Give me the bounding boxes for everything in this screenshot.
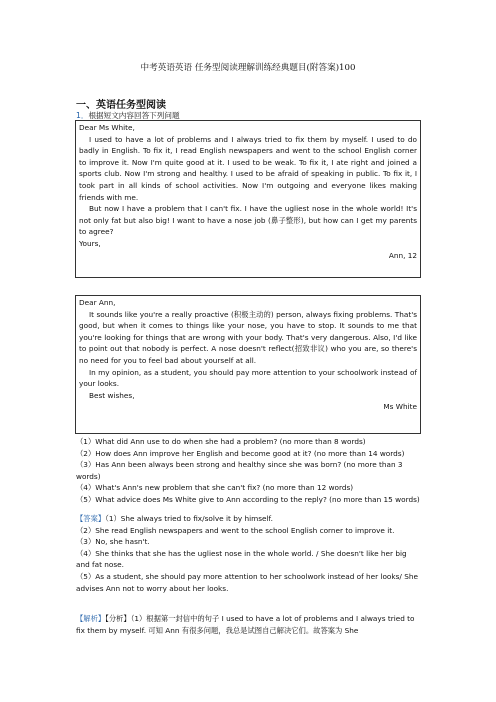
question-list <box>76 436 422 506</box>
question-item: （3）Has Ann been always been strong and healthy since she was born? (no more than 3 words) <box>76 460 403 481</box>
letter2-signature: Ms White <box>383 402 417 412</box>
answer-list <box>76 513 422 594</box>
question-item: （2）How does Ann improve her English and become good at it? (no more than 14 words) <box>76 448 405 458</box>
section-heading: 一、英语任务型阅读 <box>76 100 166 111</box>
question-instruction: 根据短文内容回答下列问题 <box>88 111 180 120</box>
letter-from-ann <box>75 120 421 278</box>
analysis-text: 【分析】（1）根据第一封信中的句子 I used to have a lot of problems and I always tried to fix them by myself. 可知 Ann 有很多问题，我总是试图自己解决它们。故答案为 She <box>76 614 415 635</box>
answer-label: 【答案】 <box>76 514 106 523</box>
question-number: 1． <box>76 111 89 120</box>
answer-item: （5）As a student, she should pay more attention to her schoolwork instead of her looks/ She advises Ann not to worry about her looks. <box>76 571 418 593</box>
question-item: （5）What advice does Ms White give to Ann according to the reply? (no more than 15 words) <box>76 494 420 504</box>
letter2-paragraph: It sounds like you're a really proactive (积极主动的) person, always fixing problems. That's good, but when it comes to things like your nose, you have to stop. It sounds to me that you're looking for things that are wrong with your body. That's very dangerous. Also, I'd like to point out that nobody is perfect. A nose doesn't reflect(招致非议) who you are, so there's no need for you to feel bad about yourself at all. <box>79 309 417 365</box>
letter1-paragraph: But now I have a problem that I can't fix. I have the ugliest nose in the whole world! It's not only fat but also big! I want to have a nose job (鼻子整形), but how can I get my parents to agree? <box>79 204 417 237</box>
answer-item: （2）She read English newspapers and went to the school English corner to improve it. <box>76 525 395 535</box>
letter2-closing: Best wishes, <box>89 390 135 400</box>
question-item: （4）What's Ann's new problem that she can't fix? (no more than 12 words) <box>76 483 354 493</box>
letter2-paragraph: In my opinion, as a student, you should pay more attention to your schoolwork instead of your looks. <box>79 367 417 389</box>
letter1-signature: Ann, 12 <box>388 250 417 260</box>
document-title: 中考英语英语 任务型阅读理解训练经典题目(附答案)100 <box>140 63 356 73</box>
answer-item: （4）She thinks that she has the ugliest nose in the whole world. / She doesn't like her big and fat nose. <box>76 548 407 570</box>
letter-from-ms-white <box>75 295 421 434</box>
letter1-closing: Yours, <box>79 238 101 248</box>
answer-item: （3）No, she hasn't. <box>76 537 150 547</box>
question-item: （1）What did Ann use to do when she had a problem? (no more than 8 words) <box>76 437 366 446</box>
letter2-greeting: Dear Ann, <box>79 298 116 307</box>
analysis-label: 【解析】 <box>76 614 106 623</box>
letter1-paragraph: I used to have a lot of problems and I always tried to fix them by myself. I used to do badly in English. To fix it, I read English newspapers and went to the school English corner to improve it. Now I'm quite good at it. I used to be weak. To fix it, I ate right and joined a sports club. Now I'm strong and healthy. I used to be afraid of speaking in public. To fix it, I took part in all kinds of school activities. Now I'm outgoing and everyone likes making friends with me. <box>79 134 417 202</box>
analysis-section <box>76 613 422 636</box>
letter1-greeting: Dear Ms White, <box>79 123 135 132</box>
answer-item: 【答案】（1）She always tried to fix/solve it by himself. <box>76 514 273 523</box>
